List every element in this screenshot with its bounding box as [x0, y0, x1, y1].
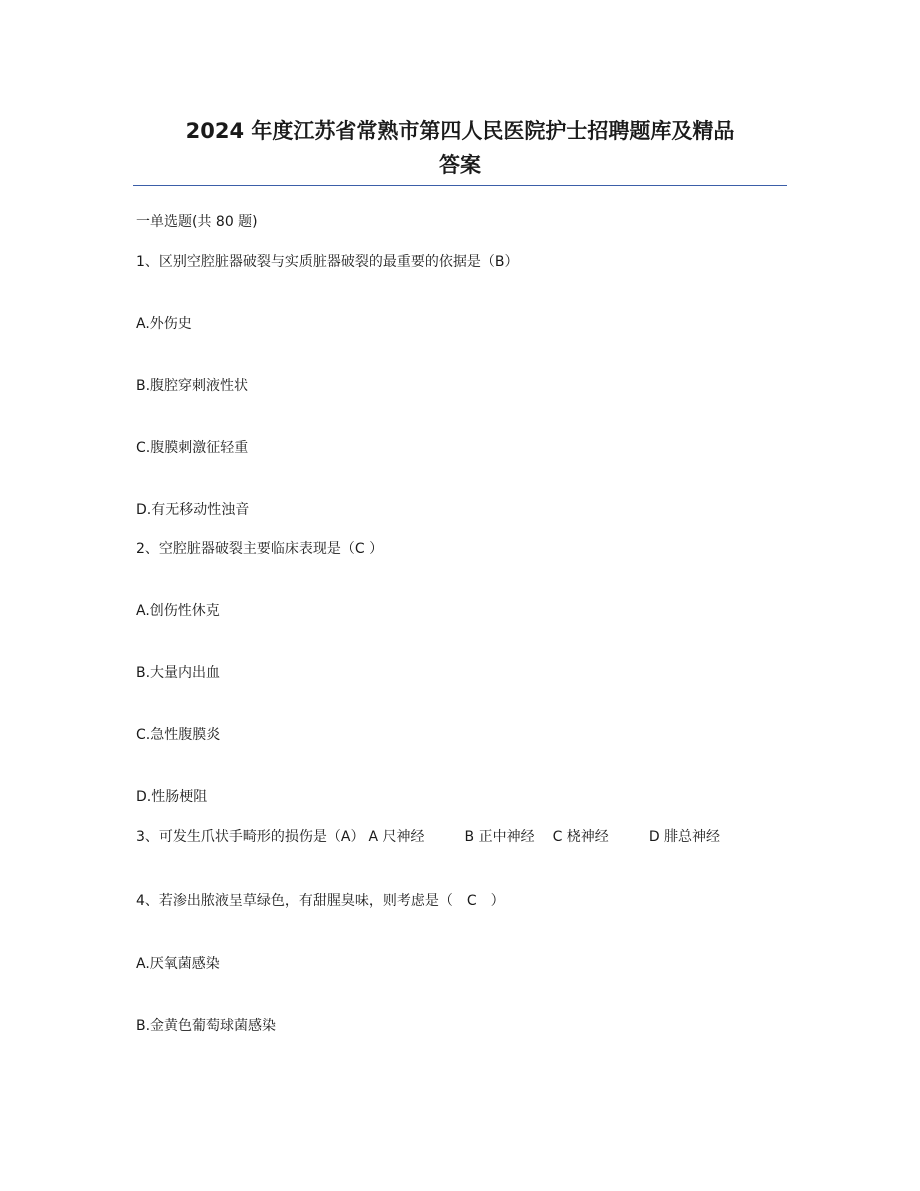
title-divider	[133, 185, 787, 186]
question-3-stem: 3、可发生爪状手畸形的损伤是（A）	[136, 829, 365, 845]
question-1-option-c: C.腹膜刺激征轻重	[136, 440, 249, 456]
question-1-option-b: B.腹腔穿刺液性状	[136, 378, 249, 394]
question-4-option-b: B.金黄色葡萄球菌感染	[136, 1018, 277, 1034]
question-3-option-d: D 腓总神经	[648, 829, 721, 845]
question-2-stem: 2、空腔脏器破裂主要临床表现是（C ）	[136, 541, 384, 557]
question-1-stem: 1、区别空腔脏器破裂与实质脏器破裂的最重要的依据是（B）	[136, 254, 519, 270]
question-1-option-d: D.有无移动性浊音	[136, 502, 250, 518]
question-2-option-a: A.创伤性休克	[136, 603, 220, 619]
question-2-option-b: B.大量内出血	[136, 665, 221, 681]
title-line-2: 答案	[439, 153, 481, 177]
question-2-option-d: D.性肠梗阻	[136, 789, 208, 805]
question-1-option-a: A.外伤史	[136, 316, 192, 332]
question-3	[136, 826, 786, 848]
question-2-option-c: C.急性腹膜炎	[136, 727, 221, 743]
question-3-option-c: C 桡神经	[552, 829, 609, 845]
section-heading: 一单选题(共 80 题)	[136, 214, 258, 230]
question-3-option-b: B 正中神经	[464, 829, 535, 845]
question-4-option-a: A.厌氧菌感染	[136, 956, 220, 972]
question-3-option-a: A 尺神经	[368, 829, 425, 845]
title-line-1: 2024 年度江苏省常熟市第四人民医院护士招聘题库及精品	[185, 119, 735, 143]
question-4-stem: 4、若渗出脓液呈草绿色，有甜腥臭味，则考虑是（ C ）	[136, 893, 505, 909]
document-title	[130, 114, 790, 182]
